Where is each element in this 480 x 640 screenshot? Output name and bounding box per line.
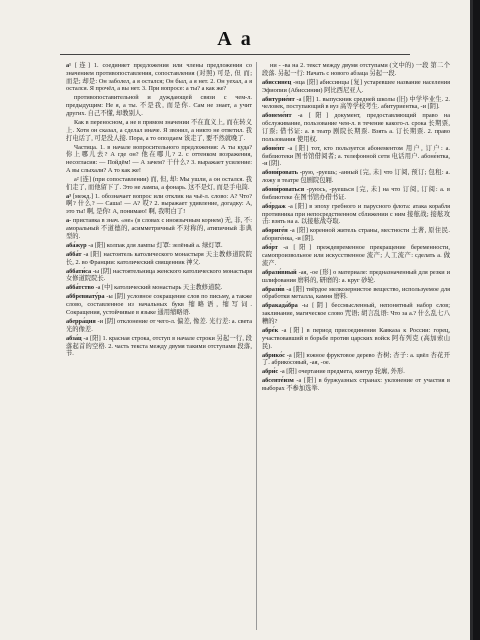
- entry-headword: аберра́ция: [66, 317, 96, 325]
- dictionary-entry: [66, 284, 252, 292]
- entry-headword: абба́т: [66, 250, 82, 258]
- page-header: [0, 28, 470, 50]
- entry-text: -а [阳] настоятель католического монастыря 天主教修道院院长, 2. во Франции: католический священник 神父.: [66, 250, 252, 266]
- entry-headword: аббревиату́ра: [66, 293, 105, 301]
- section-letters: А а: [217, 28, 253, 50]
- entry-headword: абориге́н: [262, 227, 288, 235]
- entry-headword: аба́жур: [66, 241, 87, 249]
- entry-headword: або́рдаж: [262, 202, 286, 210]
- entry-text: -ы [阴] условное сокращение слов по письму, а также слово, составленное из начальных букв 缩略语, 缩写词. Сокращения, устойчивые в языке 通用缩略语.: [66, 293, 253, 316]
- column-divider: [256, 62, 257, 630]
- dictionary-entry: [262, 186, 450, 202]
- entry-text: -ы [阴] настоятельница женского католического монастыря 女修道院院长.: [66, 267, 252, 283]
- entry-text: -а [阳] тот, кто пользуется абонементом 用户, 订户: а. библиотеки 图书馆借阅者; а. телефонной сети 电话用户. абоне́нтка, -и [阴].: [262, 144, 450, 168]
- dictionary-entry: [262, 169, 450, 185]
- entry-text: -а [阳] колпак для лампы 灯罩: зелёный а. 绿灯罩.: [88, 241, 223, 249]
- entry-text: -а [阳] южное фруктовое дерево 杏树; 杏子: а. цвёл 杏花开了. абрико́совый, -ая, -ое.: [262, 351, 450, 367]
- entry-headword: абони́ровать: [262, 169, 298, 177]
- entry-text: -а [阳] 1. красная строка, отступ в начале строки 另起一行, 段落起首的空格. 2. часть текста между двумя такими отступами 段落, 节.: [66, 334, 252, 358]
- entry-text: -руюсь, -руешься [完, 未] на что 订阅, 订阅: а. в библиотеке 在图书馆办借书证.: [262, 186, 450, 201]
- dictionary-entry: [262, 269, 450, 285]
- entry-text: Частица. 1. в начале вопросительного предложения: А ты куда? 你上哪儿去? А где он? 他在哪儿? 2. с оттенком возражения, несогласия: — Пойдём! — А зачем? 干什么? 3. выражает усиление: А вы слыхали? А то как же!: [66, 143, 252, 174]
- entry-headword: абба́тство: [66, 284, 94, 292]
- entry-text: приставка в знач. «не» (в словах с иноязычным корнем) 无, 非, 不: аморальный 不道德的, асимметричный 不对称的, атипичный 非典型的.: [66, 217, 253, 240]
- entry-headword: аббати́са: [66, 267, 92, 275]
- dictionary-entry: [66, 144, 252, 175]
- entry-text: -а [阳] очертание предмета, контур 轮廓, 外形.: [279, 368, 405, 376]
- entry-text: -а [阳] в период присоединения Кавказа к России: горец, участвовавший в борьбе против царских войск 阿布列克 (高加索山民).: [262, 326, 450, 350]
- entry-headword: абракада́бра: [262, 302, 298, 310]
- entry-headword: а-: [66, 217, 72, 225]
- dictionary-entry: [262, 352, 450, 368]
- entry-headword: абрико́с: [262, 351, 285, 359]
- dictionary-entry: [66, 242, 252, 250]
- entry-headword: абоне́нт: [262, 144, 285, 152]
- entry-headword: абонеме́нт: [262, 112, 292, 120]
- entry-headword: абитурие́нт: [262, 95, 295, 103]
- entry-text: -а [阳] 1. выпускник средней школы (旧) 中学毕业生. 2. человек, поступающий в вуз 高等学校考生. абитурие́нтка, -и [阴].: [262, 95, 450, 111]
- dictionary-entry: [66, 62, 252, 93]
- dictionary-entry: [66, 119, 252, 142]
- dictionary-entry: [262, 368, 450, 376]
- left-column: [66, 62, 252, 359]
- entry-text: -а [阳] в эпоху гребного и парусного флота: атака корабля противника при непосредственном сближении с ним 接舷战; 接舷攻击: взять на а. 以接舷战夺取.: [262, 202, 450, 226]
- dictionary-entry: [66, 193, 252, 216]
- dictionary-entry: [66, 94, 252, 117]
- entry-text: -а [阳] преждевременное прекращение беременности, самопроизвольное или искусственное 流产; 人工流产: сделать а. 做流产.: [262, 244, 451, 267]
- dictionary-entry: [262, 302, 450, 325]
- entry-text: -а [阳] документ, предоставляющий право на обслуживание, пользование чем-л. в течение какого-л. срока 长期票, 订票; 借书证: а. в театр 剧院长期票. Взять а. 订长期票. 2. право пользования 使用权.: [262, 112, 450, 143]
- header-rule: [60, 54, 410, 55]
- entry-text: ни - -ва на 2. текст между двумя отступами (文中的) 一段 第二个段落. 另起一行: Начать с нового абзаца 另起一段.: [262, 62, 450, 77]
- entry-text: [межд.] 1. обозначает вопрос или отклик на чьё-л. слово: А? Что? 啊? 什么? — Саша! — А? 哎? 2. выражает удивление, догадку: А, это ты! 啊, 是你! А, понимаю! 啊, 我明白了!: [66, 192, 252, 216]
- entry-text: [连] 1. соединяет предложения или члены предложения со значением противопоставления, сопоставления (对照) 可是, 但 而; 而是; 却是: Он заболел, а я остался; Он был, а я нет. 2. Он уехал, а я остался. Я прочёл, а вы нет. 3. При вопросе: а ты? а как же?: [66, 62, 252, 93]
- entry-headword: абони́роваться: [262, 186, 305, 194]
- dictionary-entry: [66, 217, 252, 240]
- entry-headword: а³: [66, 192, 72, 200]
- entry-text: -а [阳] в буржуазных странах: уклонение от участия в выборах 不参加选举.: [262, 377, 451, 393]
- entry-headword: абиссинец: [262, 78, 292, 86]
- entry-headword: або́рт: [262, 244, 278, 252]
- right-column: [262, 62, 450, 394]
- entry-text: -а [中] католический монастырь 天主教修道院.: [95, 284, 223, 292]
- entry-text: -а [阳] коренной житель страны, местности 土著, 原住民. абориге́нка, -и [阴].: [262, 227, 450, 243]
- entry-text: Как в переносном, а не в прямом значении 不在直义上, 而在转义上. Хотя он сказал, а сделал иначе. Я звонил, а никто не ответил. 我打电话了, 可是没人接. Пора, а то опоздаем 该走了, 要不然就晚了.: [66, 118, 252, 142]
- entry-headword: абре́к: [262, 326, 279, 334]
- entry-text: -а [阳] твёрдое мелкозернистое вещество, используемое для обработки металла, камня 磨料.: [262, 285, 450, 301]
- entry-text: а² [连] (при сопоставлении) 而, 但, 却: Мы ушли, а он остался. 我们走了, 而他留下了. Это не лампа, а фонарь. 这不是灯, 而是手电筒.: [66, 175, 252, 191]
- dictionary-entry: [66, 318, 252, 334]
- entry-text: -ы [阴] бессмысленный, непонятный набор слов; заклинание, магическое слово 咒语; 胡言乱语: Что за а.? 什么乱七八糟的?: [262, 302, 451, 325]
- entry-text: -нца [阳] абиссинцы [复] устаревшее название населения Эфиопии (Абиссинии) 阿比西尼亚人.: [262, 78, 451, 94]
- dictionary-entry: [262, 244, 450, 267]
- dictionary-entry: [262, 227, 450, 243]
- entry-headword: а¹: [66, 62, 72, 69]
- dictionary-entry: [262, 286, 450, 302]
- dictionary-entry: [66, 176, 252, 192]
- entry-text: -рую, -руешь; -анный [完, 未] что 订阅, 预订; 包租: а. ложу в театре 包剧院包厢.: [262, 169, 450, 185]
- entry-headword: абрази́в: [262, 285, 285, 293]
- entry-text: противопоставительной и дуждающей связи с чем-л. предыдущим: Не я, а ты. 不是我, 而是你. Сам не знает, а учит других. 自己不懂, 却教别人.: [66, 94, 252, 117]
- entry-headword: абсенте́изм: [262, 377, 294, 385]
- entry-headword: абри́с: [262, 368, 279, 376]
- dictionary-entry: [66, 293, 252, 316]
- dictionary-entry: [262, 79, 450, 95]
- dictionary-entry: [262, 203, 450, 226]
- dictionary-entry: [262, 377, 450, 393]
- dictionary-entry: [66, 251, 252, 267]
- dictionary-entry: [262, 62, 450, 78]
- entry-headword: абрази́вный: [262, 268, 297, 276]
- dictionary-entry: [262, 145, 450, 168]
- dictionary-entry: [262, 112, 450, 143]
- dictionary-entry: [66, 335, 252, 358]
- dictionary-entry: [66, 268, 252, 284]
- entry-headword: абза́ц: [66, 334, 82, 342]
- dictionary-entry: [262, 327, 450, 350]
- dictionary-entry: [262, 96, 450, 112]
- entry-text: -ая, -ое [形] о материале: предназначенный для резки и шлифования 磨料的, 研磨的: а. круг 砂轮.: [262, 268, 450, 284]
- entry-text: -и [阴] отклонение от чего-л. 偏差, 像差. 光行差: а. света 光的像差.: [66, 317, 253, 333]
